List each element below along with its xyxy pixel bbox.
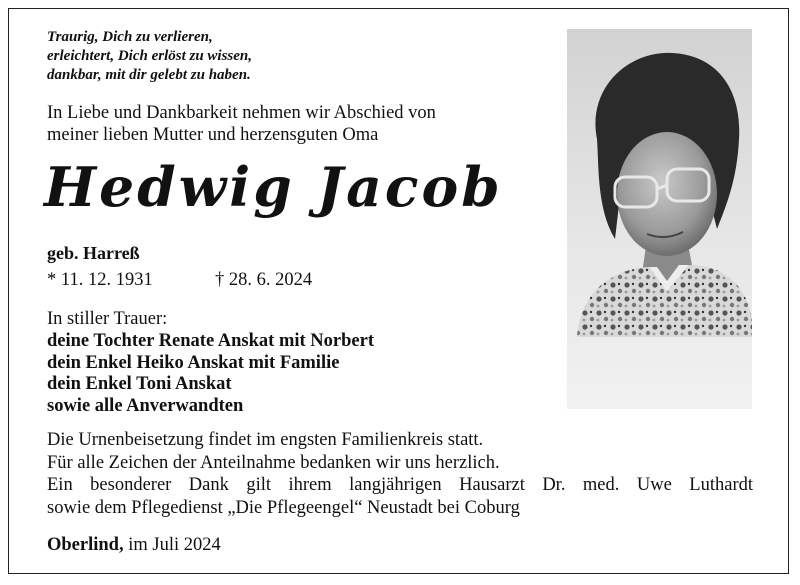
motto-line: Traurig, Dich zu verlieren, bbox=[47, 29, 213, 45]
portrait-photo bbox=[567, 29, 752, 409]
mourning-intro: In stiller Trauer: bbox=[47, 309, 168, 329]
mourner-line: deine Tochter Renate Anskat mit Norbert bbox=[47, 331, 374, 351]
mourner-line: sowie alle Anverwandten bbox=[47, 395, 244, 416]
motto-line: erleichtert, Dich erlöst zu wissen, bbox=[47, 48, 253, 64]
closing-text bbox=[47, 429, 753, 519]
intro-line: In Liebe und Dankbarkeit nehmen wir Abschied von bbox=[47, 103, 436, 123]
mourners-list bbox=[47, 331, 374, 417]
death-date: † 28. 6. 2024 bbox=[215, 270, 313, 290]
closing-line: Für alle Zeichen der Anteilnahme bedanken wir uns herzlich. bbox=[47, 452, 500, 473]
maiden-name: geb. Harreß bbox=[47, 243, 140, 263]
birth-date: * 11. 12. 1931 bbox=[47, 270, 153, 290]
closing-line: Die Urnenbeisetzung findet im engsten Familienkreis statt. bbox=[47, 430, 484, 450]
farewell-intro bbox=[47, 102, 436, 146]
mourner-line: dein Enkel Heiko Anskat mit Familie bbox=[47, 352, 340, 373]
intro-line: meiner lieben Mutter und herzensguten Oma bbox=[47, 125, 379, 145]
motto-line: dankbar, mit dir gelebt zu haben. bbox=[47, 67, 251, 83]
motto-verse bbox=[47, 28, 252, 85]
deceased-name: Hedwig Jacob bbox=[44, 155, 503, 219]
place: Oberlind, bbox=[47, 535, 124, 555]
closing-line: sowie dem Pflegedienst „Die Pflegeengel“ Neustadt bei Coburg bbox=[47, 497, 520, 518]
closing-line: Ein besonderer Dank gilt ihrem langjährigen Hausarzt Dr. med. Uwe Luthardt bbox=[47, 475, 753, 495]
mourner-line: dein Enkel Toni Anskat bbox=[47, 374, 232, 394]
date: im Juli 2024 bbox=[128, 535, 221, 555]
place-date bbox=[47, 535, 221, 556]
